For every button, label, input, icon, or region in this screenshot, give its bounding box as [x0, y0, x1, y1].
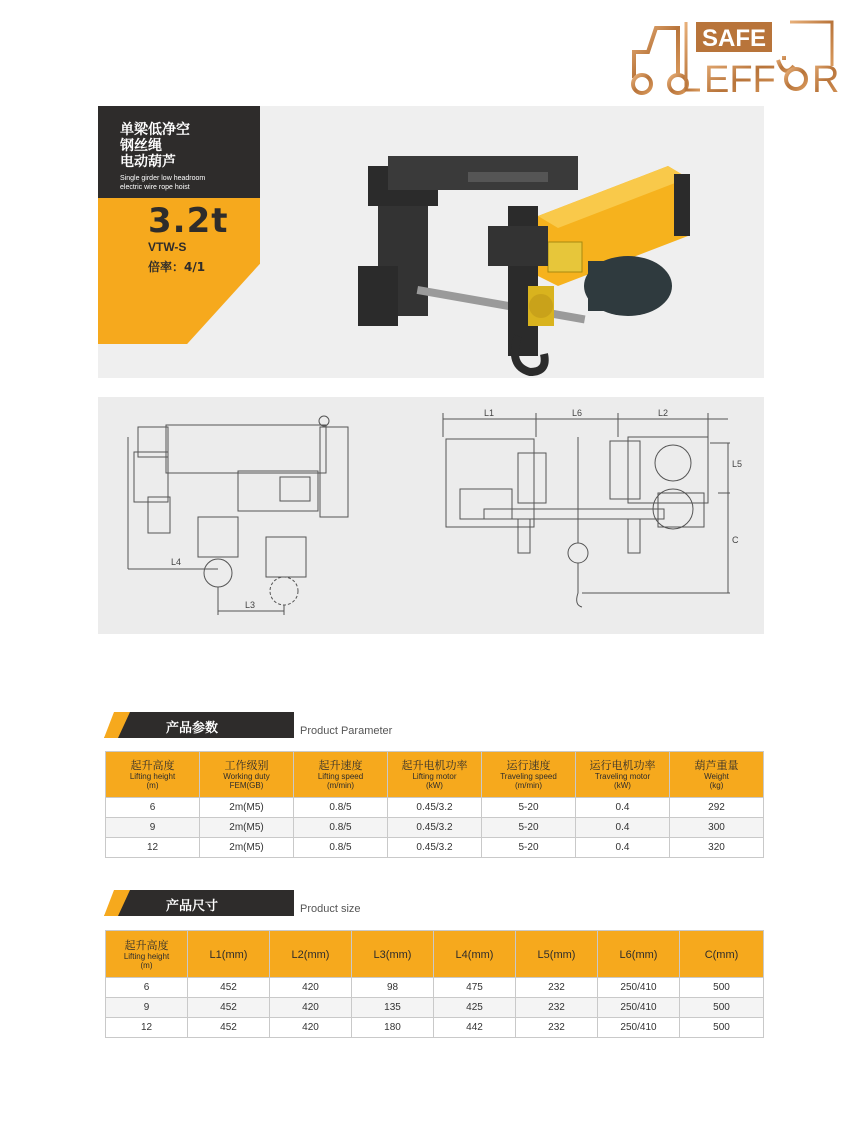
table-cell: 452 [188, 998, 270, 1018]
table-cell: 12 [106, 838, 200, 858]
label-l6: L6 [572, 408, 583, 418]
size-table [105, 930, 764, 1038]
table-cell: 250/410 [598, 978, 680, 998]
table-cell: 232 [516, 1018, 598, 1038]
table-cell: 250/410 [598, 998, 680, 1018]
label-l5: L5 [732, 459, 743, 469]
label-l3: L3 [245, 600, 256, 610]
param-header-cell: 起升高度 Lifting height (m) [106, 752, 200, 798]
param-header-cell: 起升电机功率 Lifting motor (kW) [388, 752, 482, 798]
brand-logo [626, 16, 852, 102]
size-header-cell: L4(mm) [434, 931, 516, 978]
table-cell: 320 [670, 838, 764, 858]
size-header-cell: L2(mm) [270, 931, 352, 978]
table-cell: 0.8/5 [294, 838, 388, 858]
table-cell: 5-20 [482, 798, 576, 818]
param-header-cell: 工作级别 Working duty FEM(GB) [200, 752, 294, 798]
table-cell: 5-20 [482, 818, 576, 838]
size-section-title-cn: 产品尺寸 [166, 899, 219, 914]
table-cell: 0.4 [576, 838, 670, 858]
dimension-drawing [98, 397, 764, 634]
table-cell: 500 [680, 998, 764, 1018]
logo-effor-text: EFF [704, 59, 776, 101]
size-section-header [104, 890, 764, 920]
param-header-cell: 运行速度 Traveling speed (m/min) [482, 752, 576, 798]
param-header-cell: 起升速度 Lifting speed (m/min) [294, 752, 388, 798]
table-row [106, 818, 764, 838]
technical-drawing-panel [98, 397, 764, 634]
table-cell: 0.8/5 [294, 818, 388, 838]
table-cell: 5-20 [482, 838, 576, 858]
label-l4: L4 [171, 557, 182, 567]
label-l1: L1 [484, 408, 495, 418]
table-cell: 0.45/3.2 [388, 818, 482, 838]
size-section-title-en: Product size [300, 903, 361, 915]
table-cell: 9 [106, 998, 188, 1018]
table-cell: 98 [352, 978, 434, 998]
param-header-cell: 运行电机功率 Traveling motor (kW) [576, 752, 670, 798]
logo-r-text: R [812, 59, 840, 101]
table-cell: 420 [270, 1018, 352, 1038]
hero-capacity: 3.2t [148, 201, 229, 241]
table-cell: 232 [516, 998, 598, 1018]
table-cell: 442 [434, 1018, 516, 1038]
size-header-cell: L6(mm) [598, 931, 680, 978]
hero-ratio: 倍率：4/1 [148, 260, 206, 274]
size-table-header [106, 931, 764, 978]
table-cell: 2m(M5) [200, 838, 294, 858]
hero-title-en: Single girder low headroom electric wire rope hoist [120, 175, 206, 191]
table-cell: 475 [434, 978, 516, 998]
param-section-title-cn: 产品参数 [166, 721, 219, 736]
param-header-cell: 葫芦重量 Weight (kg) [670, 752, 764, 798]
label-c: C [732, 535, 739, 545]
size-header-cell: L5(mm) [516, 931, 598, 978]
label-l2: L2 [658, 408, 669, 418]
size-header-cell: L1(mm) [188, 931, 270, 978]
param-section-header [104, 712, 764, 742]
table-cell: 425 [434, 998, 516, 1018]
table-cell: 420 [270, 978, 352, 998]
table-row [106, 978, 764, 998]
table-cell: 12 [106, 1018, 188, 1038]
table-cell: 135 [352, 998, 434, 1018]
table-cell: 6 [106, 978, 188, 998]
table-cell: 452 [188, 978, 270, 998]
table-cell: 6 [106, 798, 200, 818]
table-cell: 420 [270, 998, 352, 1018]
param-section-title-en: Product Parameter [300, 725, 393, 737]
table-cell: 0.8/5 [294, 798, 388, 818]
table-cell: 452 [188, 1018, 270, 1038]
table-cell: 0.4 [576, 818, 670, 838]
hoist-product-image [358, 136, 698, 376]
table-row [106, 838, 764, 858]
logo-safe-text: SAFE [701, 25, 767, 52]
table-cell: 9 [106, 818, 200, 838]
table-cell: 2m(M5) [200, 818, 294, 838]
size-header-cell: C(mm) [680, 931, 764, 978]
size-header-cell: L3(mm) [352, 931, 434, 978]
table-cell: 2m(M5) [200, 798, 294, 818]
param-table-header [106, 752, 764, 798]
table-cell: 232 [516, 978, 598, 998]
table-cell: 292 [670, 798, 764, 818]
table-cell: 0.4 [576, 798, 670, 818]
table-row [106, 798, 764, 818]
table-cell: 0.45/3.2 [388, 798, 482, 818]
table-row [106, 998, 764, 1018]
table-row [106, 1018, 764, 1038]
table-cell: 300 [670, 818, 764, 838]
hook-icon [786, 69, 806, 89]
table-cell: 180 [352, 1018, 434, 1038]
table-cell: 500 [680, 978, 764, 998]
hero-model: VTW-S [148, 240, 187, 254]
product-hero-panel [98, 106, 764, 378]
param-table [105, 751, 764, 858]
table-cell: 0.45/3.2 [388, 838, 482, 858]
table-cell: 500 [680, 1018, 764, 1038]
size-header-cell: 起升高度 Lifting height (m) [106, 931, 188, 978]
hero-title-cn: 单梁低净空 钢丝绳 电动葫芦 [120, 122, 190, 170]
table-cell: 250/410 [598, 1018, 680, 1038]
